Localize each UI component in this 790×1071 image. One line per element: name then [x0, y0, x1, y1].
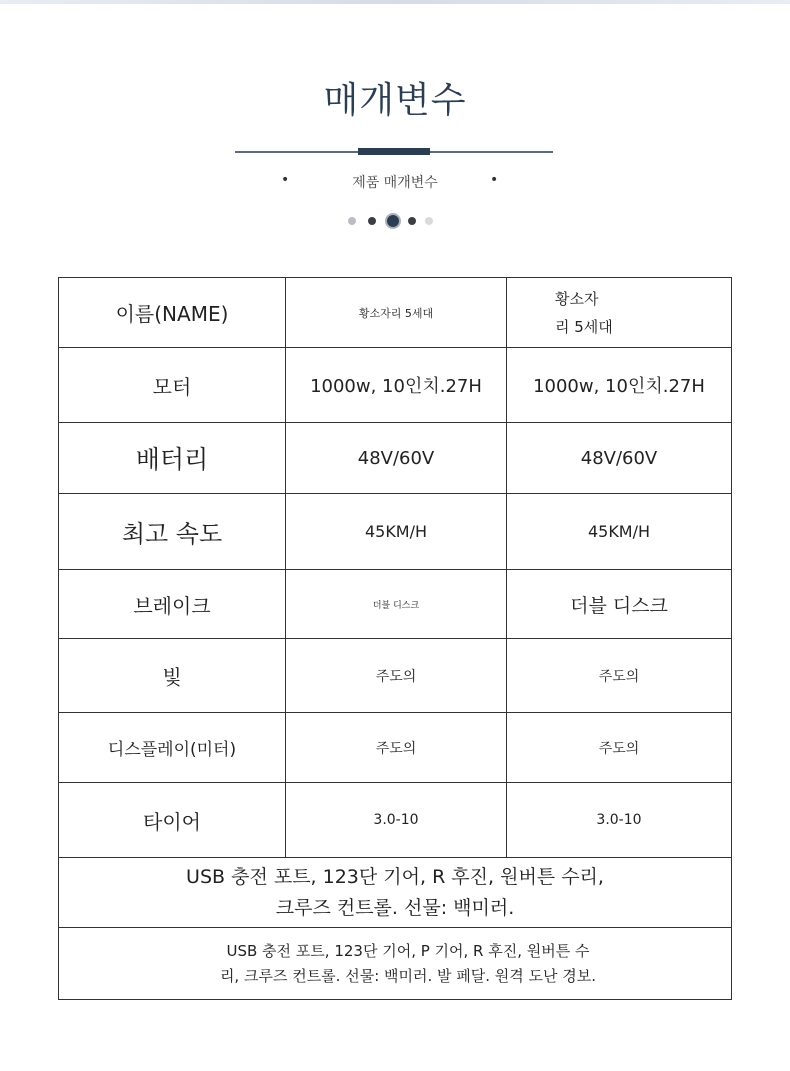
carousel-dot[interactable] [425, 217, 433, 225]
carousel-dots [0, 212, 790, 230]
page-title: 매개변수 [323, 80, 467, 121]
row-value: 더블 디스크 [286, 570, 507, 639]
table-row [59, 570, 732, 639]
row-label: 타이어 [59, 783, 286, 858]
row-value: 1000w, 10인치.27H [507, 348, 732, 423]
feature-note: USB 충전 포트, 123단 기어, R 후진, 원버튼 수리, 크루즈 컨트롤. 선물: 백미러. [59, 858, 732, 928]
row-value: 주도의 [507, 639, 732, 713]
row-value: 주도의 [286, 639, 507, 713]
row-value: 48V/60V [507, 423, 732, 494]
row-label: 빛 [59, 639, 286, 713]
bullet-left: • [281, 172, 290, 188]
row-value: 황소자리 5세대 [286, 278, 507, 348]
row-value: 3.0-10 [286, 783, 507, 858]
bullet-right: • [490, 172, 499, 188]
spec-table [58, 277, 732, 1000]
row-label: 브레이크 [59, 570, 286, 639]
table-row [59, 278, 732, 348]
carousel-dot[interactable] [408, 217, 416, 225]
row-value: 45KM/H [286, 494, 507, 570]
row-value: 3.0-10 [507, 783, 732, 858]
table-row [59, 423, 732, 494]
table-row [59, 783, 732, 858]
row-label: 배터리 [59, 423, 286, 494]
carousel-dot-active[interactable] [385, 213, 401, 229]
table-row [59, 858, 732, 928]
row-value: 45KM/H [507, 494, 732, 570]
carousel-dot[interactable] [348, 217, 356, 225]
row-label: 이름(NAME) [59, 278, 286, 348]
feature-note-extended: USB 충전 포트, 123단 기어, P 기어, R 후진, 원버튼 수 리, 크루즈 컨트롤. 선물: 백미러. 발 페달. 원격 도난 경보. [59, 928, 732, 1000]
table-row [59, 713, 732, 783]
row-label: 디스플레이(미터) [59, 713, 286, 783]
row-label: 모터 [59, 348, 286, 423]
title-divider-accent [358, 148, 430, 155]
row-value: 48V/60V [286, 423, 507, 494]
row-value: 황소자 리 5세대 [507, 278, 732, 348]
row-value: 더블 디스크 [507, 570, 732, 639]
table-row [59, 494, 732, 570]
subtitle-row [0, 172, 790, 194]
page-subtitle: 제품 매개변수 [352, 175, 438, 191]
table-row [59, 639, 732, 713]
row-value: 주도의 [286, 713, 507, 783]
row-value: 1000w, 10인치.27H [286, 348, 507, 423]
row-value: 주도의 [507, 713, 732, 783]
carousel-dot[interactable] [368, 217, 376, 225]
row-label: 최고 속도 [59, 494, 286, 570]
table-row [59, 348, 732, 423]
top-strip [0, 0, 790, 4]
table-row [59, 928, 732, 1000]
